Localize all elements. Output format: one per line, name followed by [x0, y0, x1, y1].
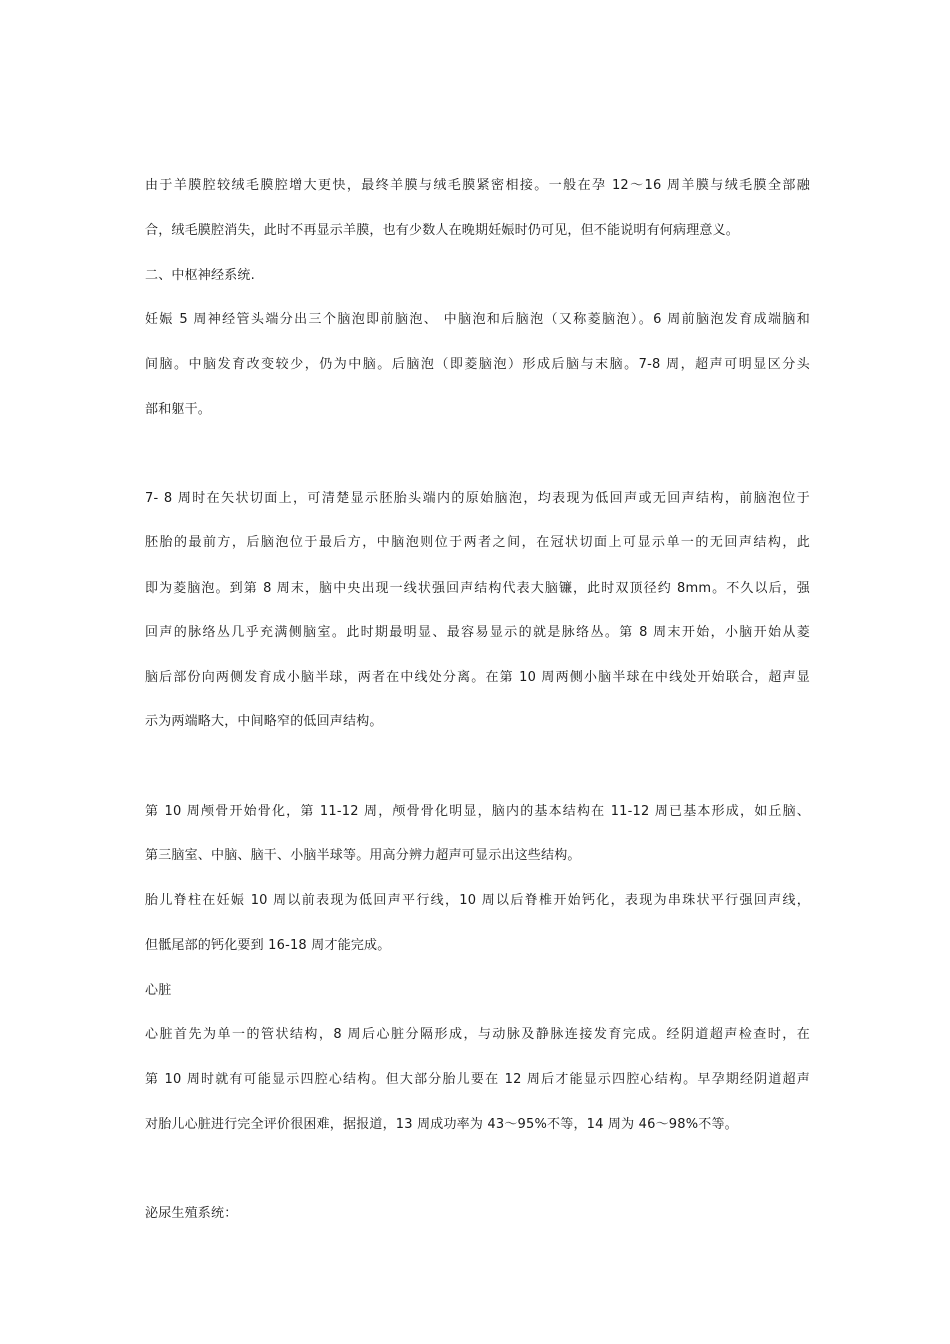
paragraph-line: 即为菱脑泡。到第 8 周末，脑中央出现一线状强回声结构代表大脑镰，此时双顶径约 8mm。不久以后，强	[145, 581, 810, 596]
paragraph-line: 胎儿脊柱在妊娠 10 周以前表现为低回声平行线，10 周以后脊椎开始钙化，表现为串珠状平行强回声线，	[145, 893, 810, 908]
paragraph-line: 回声的脉络丛几乎充满侧脑室。此时期最明显、最容易显示的就是脉络丛。第 8 周末开始，小脑开始从菱	[145, 625, 810, 640]
paragraph-line: 7- 8 周时在矢状切面上，可清楚显示胚胎头端内的原始脑泡，均表现为低回声或无回声结构，前脑泡位于	[145, 491, 810, 506]
paragraph-line: 间脑。中脑发育改变较少，仍为中脑。后脑泡（即菱脑泡）形成后脑与末脑。7-8 周，超声可明显区分头	[145, 357, 810, 372]
paragraph-line: 对胎儿心脏进行完全评价很困难，据报道，13 周成功率为 43～95%不等，14 周为 46～98%不等。	[145, 1117, 738, 1132]
paragraph-line: 合，绒毛膜腔消失，此时不再显示羊膜，也有少数人在晚期妊娠时仍可见，但不能说明有何病理意义。	[145, 223, 740, 238]
paragraph-line: 第三脑室、中脑、脑干、小脑半球等。用高分辨力超声可显示出这些结构。	[145, 848, 581, 863]
section-heading: 心脏	[145, 983, 172, 998]
paragraph-line: 胚胎的最前方，后脑泡位于最后方，中脑泡则位于两者之间，在冠状切面上可显示单一的无回声结构，此	[145, 535, 810, 550]
paragraph-line: 脑后部份向两侧发育成小脑半球，两者在中线处分离。在第 10 周两侧小脑半球在中线处开始联合，超声显	[145, 670, 810, 685]
paragraph-line: 心脏首先为单一的管状结构，8 周后心脏分隔形成，与动脉及静脉连接发育完成。经阴道超声检查时，在	[145, 1027, 810, 1042]
paragraph-line: 第 10 周颅骨开始骨化，第 11-12 周，颅骨骨化明显，脑内的基本结构在 11-12 周已基本形成，如丘脑、	[145, 804, 810, 819]
paragraph-line: 妊娠 5 周神经管头端分出三个脑泡即前脑泡、 中脑泡和后脑泡（又称菱脑泡）。6 周前脑泡发育成端脑和	[145, 312, 810, 327]
section-heading: 二、中枢神经系统.	[145, 268, 255, 283]
paragraph-line: 由于羊膜腔较绒毛膜腔增大更快，最终羊膜与绒毛膜紧密相接。一般在孕 12～16 周羊膜与绒毛膜全部融	[145, 178, 810, 193]
paragraph-line: 第 10 周时就有可能显示四腔心结构。但大部分胎儿要在 12 周后才能显示四腔心结构。早孕期经阴道超声	[145, 1072, 810, 1087]
paragraph-line: 示为两端略大，中间略窄的低回声结构。	[145, 714, 383, 729]
paragraph-line: 但骶尾部的钙化要到 16-18 周才能完成。	[145, 938, 391, 953]
paragraph-line: 部和躯干。	[145, 402, 212, 417]
section-heading: 泌尿生殖系统：	[145, 1206, 238, 1221]
